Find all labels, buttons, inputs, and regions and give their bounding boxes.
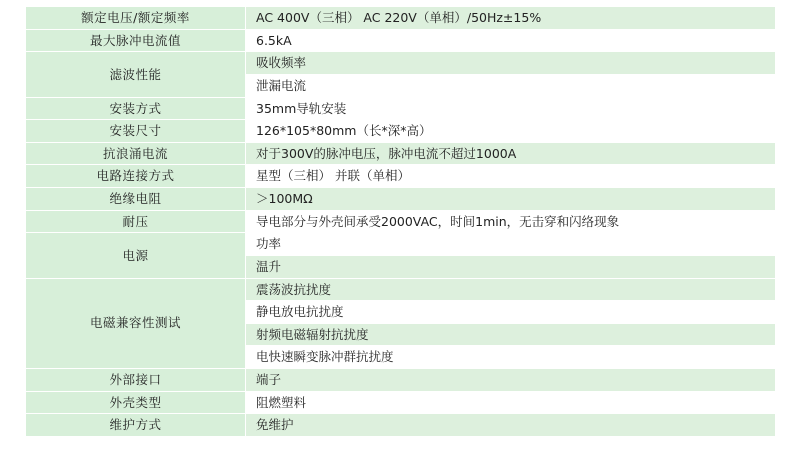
spec-value-cell: 射频电磁辐射抗扰度: [246, 323, 776, 346]
spec-value-cell: 功率: [246, 233, 776, 256]
spec-label-cell: 抗浪涌电流: [26, 142, 246, 165]
table-row: [26, 7, 776, 30]
spec-value-cell: 35mm导轨安装: [246, 97, 776, 120]
spec-label-cell: 维护方式: [26, 414, 246, 437]
spec-label-cell: 耐压: [26, 210, 246, 233]
table-row: [26, 142, 776, 165]
spec-value-cell: AC 400V（三相） AC 220V（单相）/50Hz±15%: [246, 7, 776, 30]
spec-label-cell: 电源: [26, 233, 246, 278]
spec-label-cell: 最大脉冲电流值: [26, 29, 246, 52]
spec-value-cell: 阻燃塑料: [246, 391, 776, 414]
spec-value-cell: 温升: [246, 255, 776, 278]
spec-value-cell: 泄漏电流: [246, 74, 776, 97]
spec-value-cell: ＞100MΩ: [246, 188, 776, 211]
table-row: [26, 97, 776, 120]
spec-label-cell: 电路连接方式: [26, 165, 246, 188]
table-row: [26, 52, 776, 75]
table-row: [26, 414, 776, 437]
table-row: [26, 278, 776, 301]
spec-label-cell: 外部接口: [26, 369, 246, 392]
table-row: [26, 165, 776, 188]
table-row: [26, 391, 776, 414]
spec-value-cell: 免维护: [246, 414, 776, 437]
spec-value-cell: 端子: [246, 369, 776, 392]
spec-value-cell: 导电部分与外壳间承受2000VAC，时间1min，无击穿和闪络现象: [246, 210, 776, 233]
table-row: [26, 210, 776, 233]
table-row: [26, 369, 776, 392]
spec-label-cell: 安装尺寸: [26, 120, 246, 143]
spec-label-cell: 滤波性能: [26, 52, 246, 97]
spec-label-cell: 电磁兼容性测试: [26, 278, 246, 369]
table-row: [26, 120, 776, 143]
specification-table: [25, 6, 776, 437]
spec-label-cell: 安装方式: [26, 97, 246, 120]
spec-value-cell: 对于300V的脉冲电压，脉冲电流不超过1000A: [246, 142, 776, 165]
specification-table-body: [26, 7, 776, 437]
spec-label-cell: 外壳类型: [26, 391, 246, 414]
spec-label-cell: 额定电压/额定频率: [26, 7, 246, 30]
spec-value-cell: 震荡波抗扰度: [246, 278, 776, 301]
spec-value-cell: 吸收频率: [246, 52, 776, 75]
table-row: [26, 29, 776, 52]
spec-value-cell: 静电放电抗扰度: [246, 301, 776, 324]
spec-value-cell: 星型（三相） 并联（单相）: [246, 165, 776, 188]
table-row: [26, 233, 776, 256]
spec-label-cell: 绝缘电阻: [26, 188, 246, 211]
spec-value-cell: 电快速瞬变脉冲群抗扰度: [246, 346, 776, 369]
table-row: [26, 188, 776, 211]
spec-value-cell: 126*105*80mm（长*深*高）: [246, 120, 776, 143]
spec-value-cell: 6.5kA: [246, 29, 776, 52]
